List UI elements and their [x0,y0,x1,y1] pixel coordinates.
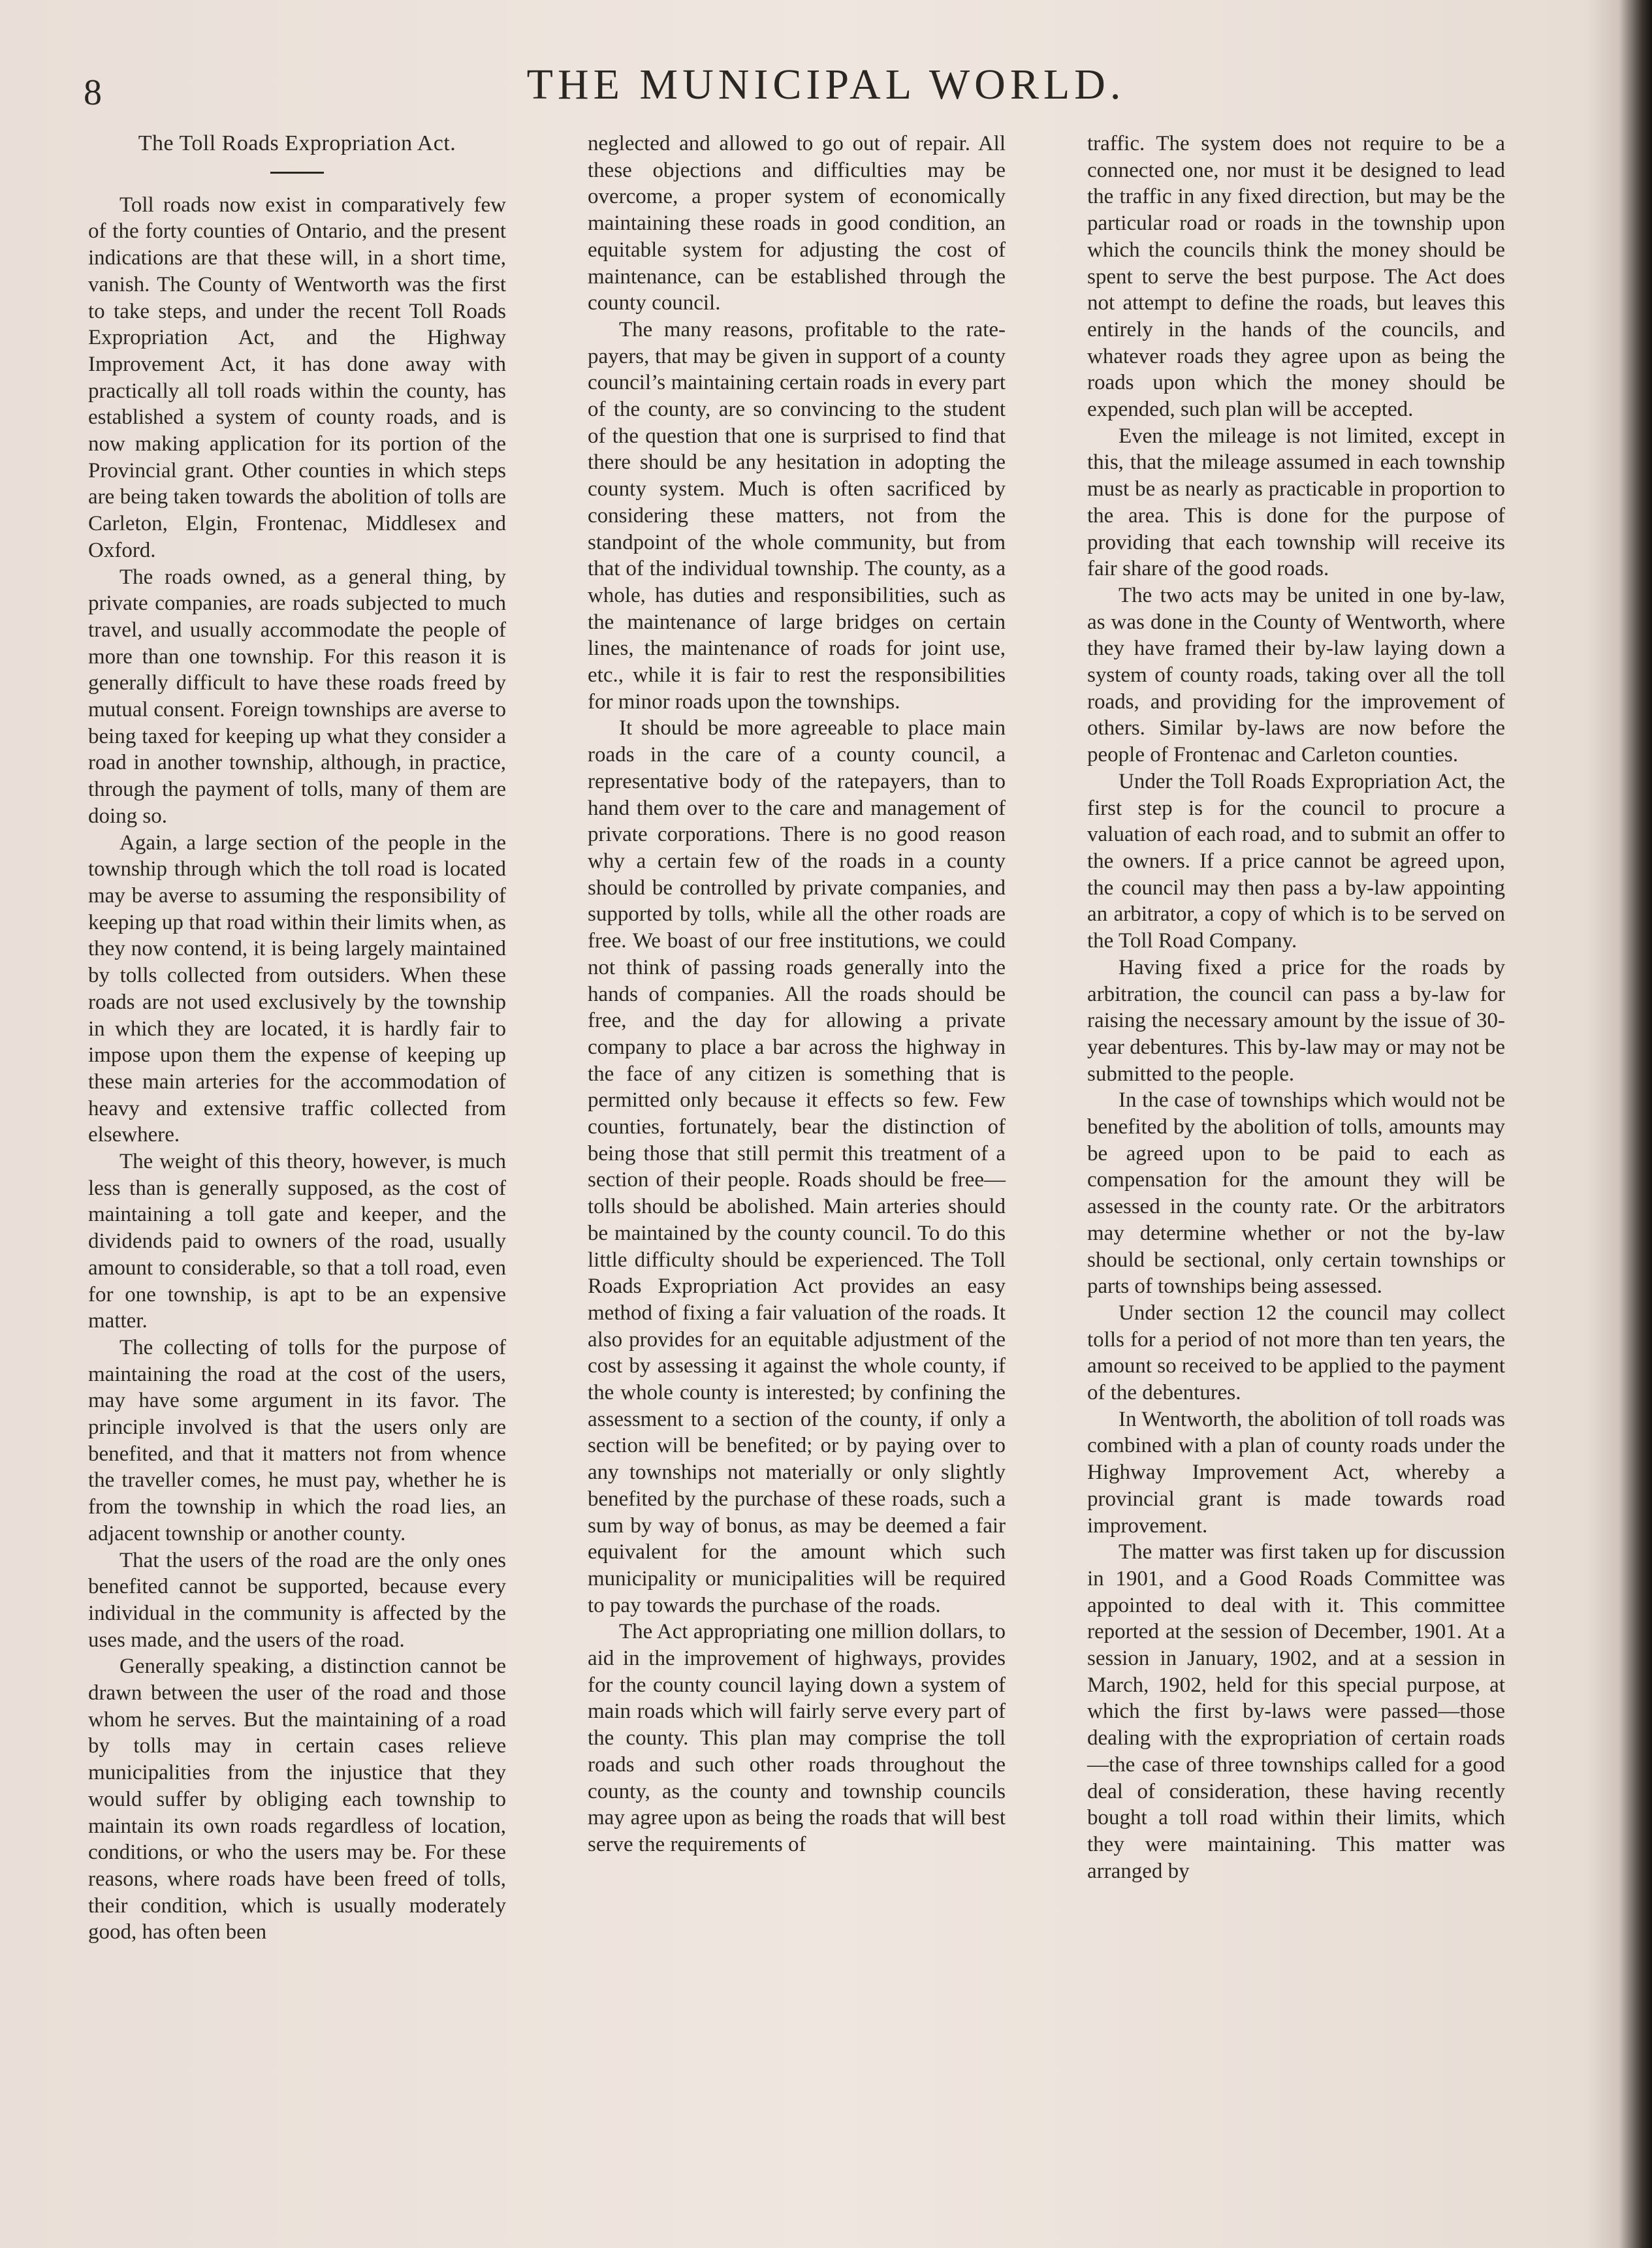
paragraph: In the case of townships which would not be benefited by the abolition of tolls, amounts may be agreed upon to be paid to each as compensation for the amount they will be assessed in the county rate. Or the arbitrators may determine whether or not the by-law should be sectional, only certain townships or parts of townships being assessed. [1087,1088,1505,1299]
paragraph: The collecting of tolls for the purpose of maintaining the road at the cost of the users, may have some argument in its favor. The principle involved is that the users only are benefited, and that it matters not from whence the traveller comes, he must pay, whether he is from the township in which the road lies, an adjacent township or another county. [88,1335,506,1545]
paragraph: Generally speaking, a distinction cannot be drawn between the user of the road and those whom he serves. But the maintaining of a road by tolls may in certain cases relieve municipalities from the injustice that they would suffer by obliging each township to maintain its own roads regardless of location, conditions, or who the users may be. For these reasons, where roads have been freed of tolls, their condition, which is usually moderately good, has often been [88,1654,506,1944]
paragraph: The weight of this theory, however, is much less than is generally supposed, as the cost of maintaining a toll gate and keeper, and the dividends paid to owners of the road, usually amount to considerable, so that a toll road, even for one township, is apt to be an expensive matter. [88,1150,506,1333]
paragraph: Even the mileage is not limited, except in this, that the mileage assumed in each township must be as nearly as practicable in proportion to the area. This is done for the purpose of providing that each township will receive its fair share of the good roads. [1087,424,1505,581]
paragraph: Again, a large section of the people in the township through which the toll road is located may be averse to assuming the responsibility of keeping up that road within their limits when, as they now contend, it is being largely maintained by tolls collected from outsiders. When these roads are not used exclusively by the township in which they are located, it is hardly fair to impose upon them the expense of keeping up these main arteries for the accommodation of heavy and extensive traffic collected from elsewhere. [88,831,506,1147]
paragraph: The many reasons, profitable to the rate-payers, that may be given in support of a county council’s maintaining certain roads in every part of the county, are so convincing to the student of the question that one is surprised to find that there should be any hesitation in adopting the county system. Much is often sacrificed by considering these matters, not from the standpoint of the whole community, but from that of the individual township. The county, as a whole, has duties and responsibilities, such as the maintenance of large bridges on certain lines, the maintenance of roads for joint use, etc., while it is fair to rest the responsibilities for minor roads upon the townships. [588,317,1006,714]
column-3 [1087,131,1505,1884]
paragraph: Having fixed a price for the roads by arbitration, the council can pass a by-law for raising the necessary amount by the issue of 30-year debentures. This by-law may or may not be submitted to the people. [1087,955,1505,1086]
page-number: 8 [84,72,103,113]
paragraph: The matter was first taken up for discussion in 1901, and a Good Roads Committee was appointed to deal with it. This committee reported at the session of December, 1901. At a session in January, 1902, and at a session in March, 1902, held for this special purpose, at which the first by-laws were passed—those dealing with the expropriation of certain roads—the case of three townships called for a good deal of consideration, these having recently bought a toll road within their limits, which they were maintaining. This matter was arranged by [1087,1540,1505,1883]
running-head: THE MUNICIPAL WORLD. [526,61,1126,108]
column-1 [88,131,506,1946]
paragraph-continued: neglected and allowed to go out of repair. All these objections and difficulties may be overcome, a proper system of economically maintaining these roads in good condition, an equitable system for adjusting the cost of maintenance, can be established through the county council. [588,132,1006,315]
column-2 [588,131,1006,1858]
article-title: The Toll Roads Expropriation Act. [138,131,456,155]
paragraph: Toll roads now exist in comparatively few of the forty counties of Ontario, and the present indications are that these will, in a short time, vanish. The County of Wentworth was the first to take steps, and under the recent Toll Roads Expropriation Act, and the Highway Improvement Act, it has done away with practically all toll roads within the county, has established a system of county roads, and is now making application for its portion of the Provincial grant. Other counties in which steps are being taken towards the abolition of tolls are Carleton, Elgin, Frontenac, Middlesex and Oxford. [88,193,506,562]
paragraph: Under section 12 the council may collect tolls for a period of not more than ten years, the amount so received to be applied to the payment of the debentures. [1087,1301,1505,1405]
paragraph: That the users of the road are the only ones benefited cannot be supported, because every individual in the community is affected by the uses made, and the users of the road. [88,1548,506,1652]
paragraph: The Act appropriating one million dollars, to aid in the improvement of highways, provides for the county council laying down a system of main roads which will fairly serve every part of the county. This plan may comprise the toll roads and such other roads throughout the county, as the county and township councils may agree upon as being the roads that will best serve the requirements of [588,1620,1006,1856]
paragraph: Under the Toll Roads Expropriation Act, the first step is for the council to procure a valuation of each road, and to submit an offer to the owners. If a price cannot be agreed upon, the council may then pass a by-law appointing an arbitrator, a copy of which is to be served on the Toll Road Company. [1087,769,1505,953]
paragraph: In Wentworth, the abolition of toll roads was combined with a plan of county roads under the Highway Improvement Act, whereby a provincial grant is made towards road improvement. [1087,1407,1505,1538]
paragraph-continued: traffic. The system does not require to be a connected one, nor must it be designed to lead the traffic in any fixed direction, but may be the particular road or roads in the township upon which the councils think the money should be spent to serve the best purpose. The Act does not attempt to define the roads, but leaves this entirely in the hands of the councils, and whatever roads they agree upon as being the roads upon which the money should be expended, such plan will be accepted. [1087,132,1505,422]
paragraph: The roads owned, as a general thing, by private companies, are roads subjected to much travel, and usually accommodate the people of more than one township. For this reason it is generally difficult to have these roads freed by mutual consent. Foreign townships are averse to being taxed for keeping up what they consider a road in another township, although, in practice, through the payment of tolls, many of them are doing so. [88,565,506,828]
paragraph: It should be more agreeable to place main roads in the care of a county council, a representative body of the ratepayers, than to hand them over to the care and management of private corporations. There is no good reason why a certain few of the roads in a county should be controlled by private companies, and supported by tolls, while all the other roads are free. We boast of our free institutions, we could not think of passing roads generally into the hands of companies. All the roads should be free, and the day for allowing a private company to place a bar across the highway in the face of any citizen is something that is permitted only because it effects so few. Few counties, fortunately, bear the distinction of being those that still permit this treatment of a section of their people. Roads should be free—tolls should be abolished. Main arteries should be maintained by the county council. To do this little difficulty should be experienced. The Toll Roads Expropriation Act provides an easy method of fixing a fair valuation of the roads. It also provides for an equitable adjustment of the cost by assessing it against the whole county, if the whole county is interested; by confining the assessment to a section of the county, if only a section will be benefited; or by paying over to any townships not materially or only slightly benefited by the purchase of these roads, such a sum by way of bonus, as may be deemed a fair equivalent for the amount which such municipality or municipalities will be required to pay towards the purchase of the roads. [588,716,1006,1617]
paragraph: The two acts may be united in one by-law, as was done in the County of Wentworth, where they have framed their by-law laying down a system of county roads, taking over all the toll roads, and providing for the improvement of others. Similar by-laws are now before the people of Frontenac and Carleton counties. [1087,583,1505,767]
title-rule [270,172,324,174]
